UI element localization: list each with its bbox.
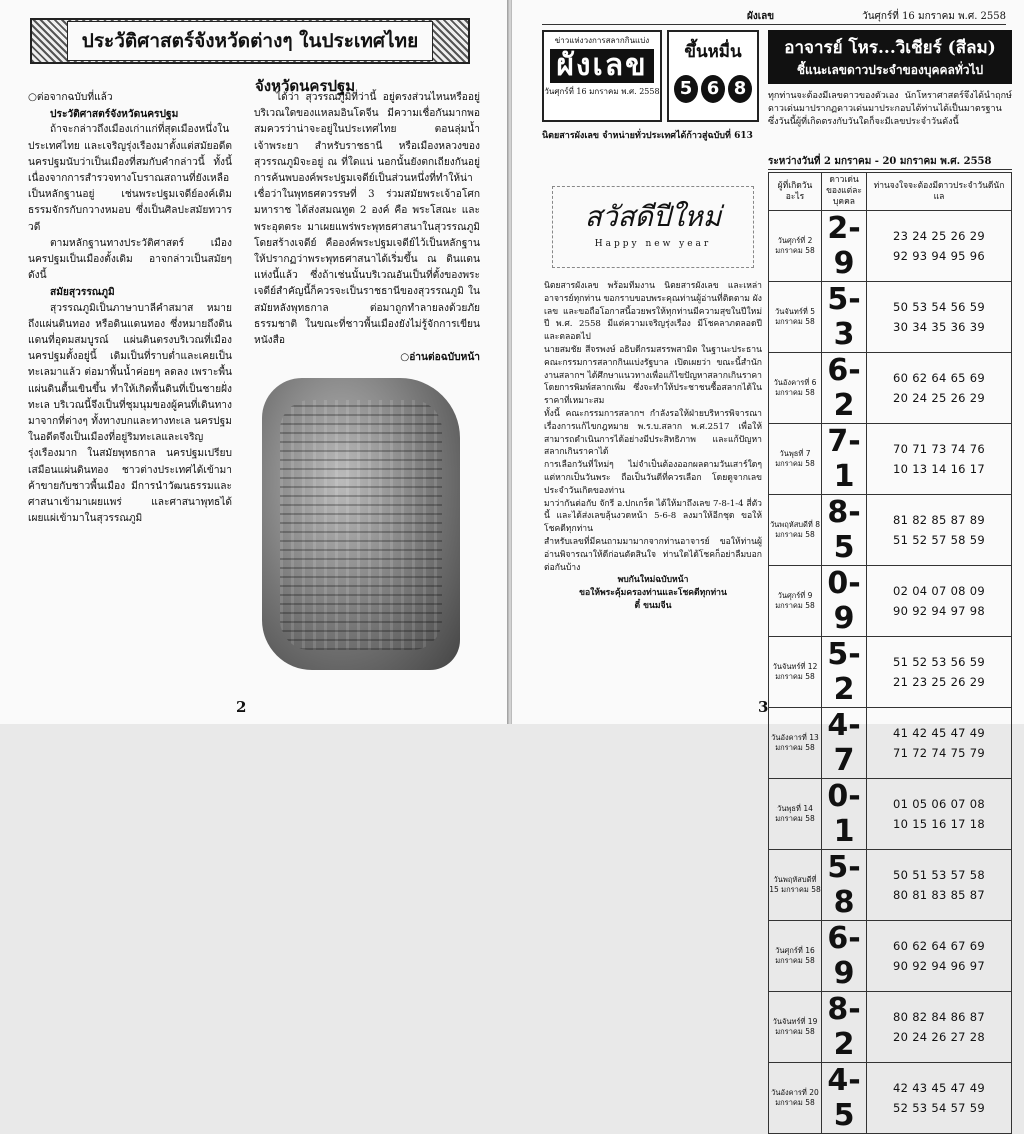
header-date: วันศุกร์ที่ 16 มกราคม พ.ศ. 2558 <box>862 11 1006 22</box>
table-body <box>769 211 1012 1134</box>
column-period: ระหว่างวันที่ 2 มกราคม - 20 มกราคม พ.ศ. 2558 <box>768 154 1012 170</box>
row-day: วันพุธที่ 14 มกราคม 58 <box>769 779 822 850</box>
row-numbers <box>867 211 1012 282</box>
closing-author: ตี๋ ขนมจีน <box>634 600 672 611</box>
table-row <box>769 353 1012 424</box>
header-brand: ผังเลข <box>747 11 775 22</box>
article-p6: สำหรับเลขที่มีคนถามมามากจากท่านอาจารย์ ขอให้ท่านผู้อ่านพิจารณาให้ดีก่อนตัดสินใจ ท่านใดได้โชคก็อย่าลืมบอกต่อกันบ้าง <box>544 536 762 573</box>
table-row <box>769 211 1012 282</box>
row-day: วันจันทร์ที่ 12 มกราคม 58 <box>769 637 822 708</box>
row-lucky-pair: 8-5 <box>822 495 867 566</box>
row-numbers-line: 60 62 64 65 69 <box>893 371 985 385</box>
table-row <box>769 424 1012 495</box>
row-numbers-line: 42 43 45 47 49 <box>893 1081 985 1095</box>
running-header <box>542 6 1006 25</box>
badge-text: ขึ้นหมื่น <box>684 42 742 62</box>
row-numbers <box>867 708 1012 779</box>
table-row <box>769 566 1012 637</box>
row-numbers <box>867 779 1012 850</box>
row-day: วันอังคารที่ 6 มกราคม 58 <box>769 353 822 424</box>
badge-digit: 8 <box>728 75 752 103</box>
header-lucky-pair: ดาวเด่นของแต่ละบุคคล <box>822 173 867 211</box>
province-title: จังหวัดนครปฐม <box>255 77 356 95</box>
logo-tagline: ข่าวแห่งวงการสลากกินแบ่ง <box>554 36 650 45</box>
heading-history: ประวัติศาสตร์จังหวัดนครปฐม <box>50 108 179 121</box>
row-numbers-line: 70 71 73 74 76 <box>893 442 985 456</box>
row-lucky-pair: 2-9 <box>822 211 867 282</box>
row-lucky-pair: 8-2 <box>822 992 867 1063</box>
row-lucky-pair: 4-7 <box>822 708 867 779</box>
paragraph-1: ถ้าจะกล่าวถึงเมืองเก่าแก่ที่สุดเมืองหนึ่งในประเทศไทย และเจริญรุ่งเรืองมาตั้งแต่สมัยอดีต นครปฐมนับว่าเป็นเมืองที่สมกับคำกล่าวนี้ ทั้งนี้เนื่องจากการสำรวจทางโบราณสถานที่ยังเหลือเป็นหลักฐานอยู่ เช่นพระปฐมเจดีย์องค์เดิม ธรรมจักรกับกวางหมอบ ซึ่งเป็นศิลปะสมัยทวารวดี <box>28 124 232 233</box>
row-numbers <box>867 921 1012 992</box>
row-day: วันพฤหัสบดีที่ 15 มกราคม 58 <box>769 850 822 921</box>
row-day: วันศุกร์ที่ 2 มกราคม 58 <box>769 211 822 282</box>
paragraph-2: ตามหลักฐานทางประวัติศาสตร์ เมืองนครปฐมเป็นเมืองตั้งเดิม อาจกล่าวเป็นสมัยๆ ดังนี้ <box>28 237 232 282</box>
row-numbers-line: 52 53 54 57 59 <box>893 1101 985 1115</box>
row-numbers-line: 51 52 53 56 59 <box>893 655 985 669</box>
right-article <box>544 280 762 613</box>
table-row <box>769 1063 1012 1134</box>
column-intro: ทุกท่านจะต้องมีเลขดาวของตัวเอง นักโหราศาสตร์จึงได้นำฤกษ์ดาวเด่นมาปรากฏดาวเด่นมาประกอบได้ท่านได้เป็นมาตรฐาน ซึ่งวันนี้ผู้ที่เกิดตรงกับวันใดก็จะมีเลขประจำวันดังนี้ <box>768 91 1012 127</box>
row-day: วันอังคารที่ 13 มกราคม 58 <box>769 708 822 779</box>
table-row <box>769 779 1012 850</box>
greeting-sub: Happy new year <box>594 239 712 249</box>
column-title-sub: ชี้แนะเลขดาวประจำของบุคคลทั่วไป <box>796 63 984 77</box>
row-day: วันพุธที่ 7 มกราคม 58 <box>769 424 822 495</box>
row-numbers-line: 80 82 84 86 87 <box>893 1010 985 1024</box>
row-day: วันอังคารที่ 20 มกราคม 58 <box>769 1063 822 1134</box>
left-page <box>0 0 508 724</box>
table-header-row <box>769 173 1012 211</box>
article-p4: การเลือกวันที่ใหม่ๆ ไม่จำเป็นต้องออกผลตามวันเสาร์ใดๆ แต่หากเป็นวันพระ ถือเป็นวันดีที่ควรเลือก โดยดูจากเลขประจำวันเกิดของท่าน <box>544 460 762 496</box>
row-day: วันศุกร์ที่ 16 มกราคม 58 <box>769 921 822 992</box>
intro-tag: ○ต่อจากฉบับที่แล้ว <box>28 92 113 103</box>
row-numbers-line: 30 34 35 36 39 <box>893 320 985 334</box>
magazine-logo <box>542 30 662 122</box>
header-lucky-numbers: ท่านจงใจจะต้องมีดาวประจำวันดีนักแล <box>867 173 1012 211</box>
article-p1: นิตยสารผังเลข พร้อมทีมงาน นิตยสารผังเลข และเหล่าอาจารย์ทุกท่าน ขอกราบขอบพระคุณท่านผู้อ่านที่ติดตาม ผังเลข และขอถือโอกาสนี้อวยพรให้ทุกท่านมีความสุขในปีใหม่ ปี พ.ศ. 2558 มีแต่ความเจริญรุ่งเรือง มีโชคลาภตลอดปีและตลอดไป <box>544 281 762 343</box>
row-lucky-pair: 7-1 <box>822 424 867 495</box>
row-lucky-pair: 5-8 <box>822 850 867 921</box>
page-number-right: 3 <box>758 698 769 716</box>
paragraph-4: ได้ว่า สุวรรณภูมิที่ว่านี้ อยู่ตรงส่วนไหนหรืออยู่บริเวณใดของแหลมอินโดจีน มีความเชื่อกันมากพอสมควรว่าน่าจะอยู่ในประเทศไทย ตอนลุ่มน้ำเจ้าพระยา สำหรับราชธานี หรือเมืองหลวงของสุวรรณภูมิจะอยู่ ณ ที่ใดแน่ นอกนั้นยังตกเถียงกันอยู่ การค้นพบองค์พระปฐมเจดีย์เป็นส่วนหนึ่งที่ทำให้น่าเชื่อว่าในพุทธศตวรรษที่ 3 ร่วมสมัยพระเจ้าอโศกมหาราช ได้ส่งสมณทูต 2 องค์ คือ พระโสณะ และพระอุตตระ มาเผยแพร่พระพุทธศาสนาในสุวรรณภูมิ โดยสร้างเจดีย์ คือองค์พระปฐมเจดีย์ไว้เป็นหลักฐานให้ปรากฏว่าพระพุทธศาสนาได้เริ่มขึ้น ณ ดินแดนแห่งนี้แล้ว ซึ่งถ้าเช่นนั้นบริเวณอันเป็นที่ตั้งของพระเจดีย์สำคัญนี้ก็ควรจะเป็นราชธานีของสุวรรณภูมิ ในสมัยหลังพุทธกาล ต่อมาถูกทำลายลงด้วยภัยธรรมชาติ ในขณะที่ชาวพื้นเมืองยังไม่รู้จักการเขียนหนังสือ <box>254 92 480 347</box>
lucky-number-badge <box>667 30 759 122</box>
row-numbers-line: 50 51 53 57 58 <box>893 868 985 882</box>
row-lucky-pair: 5-2 <box>822 637 867 708</box>
row-lucky-pair: 5-3 <box>822 282 867 353</box>
article-left-column <box>28 90 232 527</box>
paragraph-3: สุวรรณภูมิเป็นภาษาบาลีคำสมาส หมายถึงแผ่นดินทอง หรือดินแดนทอง ซึ่งหมายถึงดินแดนที่อุดมสมบูรณ์ แผ่นดินตรงบริเวณที่เมืองนครปฐมตั้งอยู่นี้ เดิมเป็นที่ราบต่ำและเคยเป็นทะเลมาแล้ว ต่อมาพื้นน้ำค่อยๆ ลดลง เพราะพื้นแผ่นดินตื้นเขินขึ้น ทำให้เกิดพื้นดินที่เป็นชายฝั่งทะเล บริเวณนี้จึงเป็นที่ชุมนุมของผู้คนที่เดินทางมาจากที่ต่างๆ ทั้งทางบกและทางทะเล นครปฐมในอดีตจึงเป็นเมืองที่อยู่ริมทะเลและเจริญรุ่งเรืองมาก ในสมัยพุทธกาล นครปฐมเปรียบเสมือนแผ่นดินทอง ชาวต่างประเทศได้เข้ามาค้าขายกับชาวพื้นเมือง มีการนำวัฒนธรรมและศาสนาเข้ามาเผยแพร่ และศาสนาพุทธได้เผยแผ่เข้ามาในสุวรรณภูมิ <box>28 302 232 525</box>
lucky-number-table <box>768 172 1012 1134</box>
page-number-left: 2 <box>236 698 247 716</box>
heading-suvarnabhumi: สมัยสุวรรณภูมิ <box>50 286 115 299</box>
table-row <box>769 637 1012 708</box>
row-day: วันจันทร์ที่ 19 มกราคม 58 <box>769 992 822 1063</box>
row-numbers-line: 23 24 25 26 29 <box>893 229 985 243</box>
logo-main: ผังเลข <box>550 49 654 83</box>
row-numbers-line: 60 62 64 67 69 <box>893 939 985 953</box>
row-numbers-line: 81 82 85 87 89 <box>893 513 985 527</box>
row-lucky-pair: 0-9 <box>822 566 867 637</box>
stone-tablet-image <box>262 378 460 670</box>
row-numbers <box>867 1063 1012 1134</box>
new-year-greeting <box>552 186 754 268</box>
row-lucky-pair: 6-9 <box>822 921 867 992</box>
table-row <box>769 282 1012 353</box>
row-day: วันศุกร์ที่ 9 มกราคม 58 <box>769 566 822 637</box>
row-numbers-line: 80 81 83 85 87 <box>893 888 985 902</box>
row-numbers-line: 10 13 14 16 17 <box>893 462 985 476</box>
row-numbers <box>867 637 1012 708</box>
badge-digits <box>669 75 757 103</box>
row-numbers-line: 50 53 54 56 59 <box>893 300 985 314</box>
row-numbers-line: 21 23 25 26 29 <box>893 675 985 689</box>
closing-line-2: ขอให้พระคุ้มครองท่านและโชคดีทุกท่าน <box>579 588 727 599</box>
row-numbers <box>867 992 1012 1063</box>
header-birth-day: ผู้ที่เกิดวันอะไร <box>769 173 822 211</box>
row-numbers <box>867 353 1012 424</box>
row-numbers <box>867 566 1012 637</box>
row-numbers-line: 10 15 16 17 18 <box>893 817 985 831</box>
table-row <box>769 921 1012 992</box>
right-page <box>512 0 1024 1133</box>
row-numbers-line: 90 92 94 96 97 <box>893 959 985 973</box>
issue-note: นิตยสารผังเลข จำหน่ายทั่วประเทศได้ก้าวสู่ฉบับที่ 613 <box>542 131 753 141</box>
row-numbers-line: 02 04 07 08 09 <box>893 584 985 598</box>
article-right-column <box>254 90 480 365</box>
row-numbers <box>867 850 1012 921</box>
article-p2: นายสมชัย สีจรพงษ์ อธิบดีกรมสรรพสามิต ในฐานะประธานคณะกรรมการสลากกินแบ่งรัฐบาล เปิดเผยว่า ขณะนี้สำนักงานสลากฯ ได้ศึกษาแนวทางเพื่อแก้ไขปัญหาสลากเกินราคา โดยการพิมพ์สลากเพิ่ม ซึ่งจะทำให้ประชาชนซื้อสลากได้ในราคาที่เหมาะสม <box>544 344 762 407</box>
column-title-main: อาจารย์ โหร...วิเชียร์ (สีลม) <box>784 38 996 58</box>
table-row <box>769 708 1012 779</box>
row-numbers <box>867 282 1012 353</box>
banner-title: ประวัติศาสตร์จังหวัดต่างๆ ในประเทศไทย <box>67 21 433 61</box>
row-lucky-pair: 4-5 <box>822 1063 867 1134</box>
row-numbers-line: 71 72 74 75 79 <box>893 746 985 760</box>
row-lucky-pair: 0-1 <box>822 779 867 850</box>
table-row <box>769 850 1012 921</box>
row-numbers-line: 51 52 57 58 59 <box>893 533 985 547</box>
article-p3: ทั้งนี้ คณะกรรมการสลากฯ กำลังรอให้ฝ่ายบริหารพิจารณาเรื่องการแก้ไขกฎหมาย พ.ร.บ.สลาก พ.ศ.2517 เพื่อให้สามารถดำเนินการได้อย่างมีประสิทธิภาพ และแก้ปัญหาสลากเกินราคาได้ <box>544 408 762 458</box>
row-day: วันพฤหัสบดีที่ 8 มกราคม 58 <box>769 495 822 566</box>
row-numbers <box>867 495 1012 566</box>
badge-digit: 6 <box>701 75 725 103</box>
table-row <box>769 495 1012 566</box>
table-row <box>769 992 1012 1063</box>
row-numbers-line: 41 42 45 47 49 <box>893 726 985 740</box>
closing-line-1: พบกันใหม่ฉบับหน้า <box>617 575 689 586</box>
column-title <box>768 30 1012 84</box>
article-p5: มาว่ากันต่อกับ จักรี อ.ปกเกร็ด ได้ให้มาถึงเลข 7-8-1-4 สี่ตัวนี้ และได้ส่งเลขลุ้นงวดหน้า 5-6-8 ลงมาให้อีกชุด ขอให้โชคดีทุกท่าน <box>544 498 762 535</box>
logo-date: วันศุกร์ที่ 16 มกราคม พ.ศ. 2558 <box>544 87 660 96</box>
row-day: วันจันทร์ที่ 5 มกราคม 58 <box>769 282 822 353</box>
row-numbers-line: 90 92 94 97 98 <box>893 604 985 618</box>
greeting-main: สวัสดีปีใหม่ <box>584 200 722 233</box>
row-numbers-line: 20 24 25 26 29 <box>893 391 985 405</box>
history-banner <box>30 18 470 64</box>
row-lucky-pair: 6-2 <box>822 353 867 424</box>
row-numbers-line: 01 05 06 07 08 <box>893 797 985 811</box>
row-numbers-line: 20 24 26 27 28 <box>893 1030 985 1044</box>
continued-label: ○อ่านต่อฉบับหน้า <box>400 351 480 364</box>
row-numbers <box>867 424 1012 495</box>
badge-digit: 5 <box>674 75 698 103</box>
row-numbers-line: 92 93 94 95 96 <box>893 249 985 263</box>
